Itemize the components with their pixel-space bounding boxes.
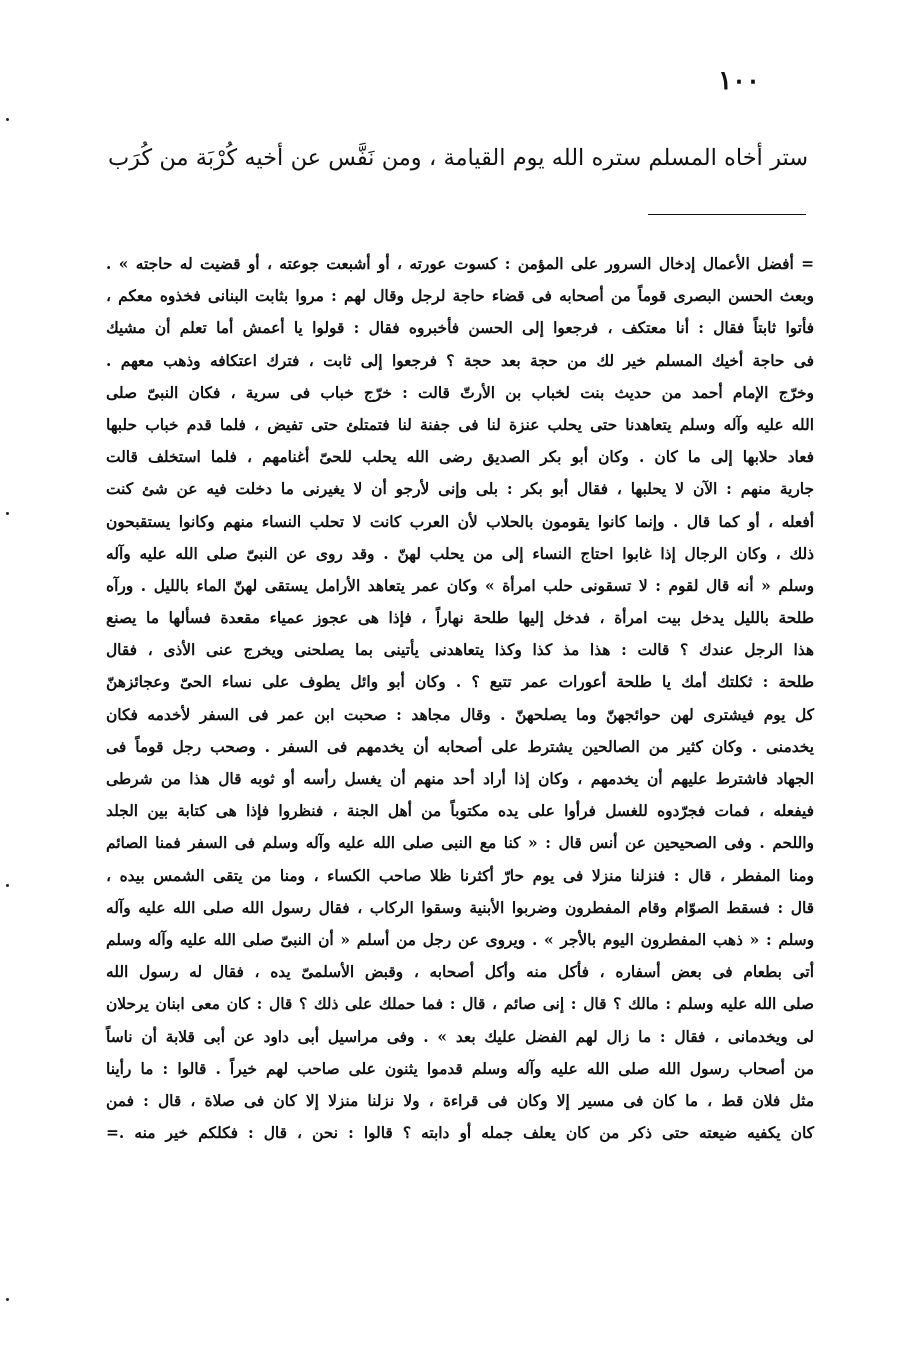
footnote-line: الله عليه وآله وسلم يتعاهدنا حتى يحلب عنزة لنا فى جفنة لنا فتمتلئ حتى تفيض ، فلما قدم خباب حلبها — [106, 415, 814, 434]
footnote-line: يخدمنى . وكان كثير من الصالحين يشترط على أصحابه أن يخدمهم فى السفر . وصحب رجل قوماً فى — [106, 737, 814, 756]
footnote-separator — [648, 214, 806, 215]
footnote-line: ومنا المفطر ، قال : فنزلنا منزلا فى يوم حارّ أكثرنا ظلا صاحب الكساء ، ومنا من يتقى الشمس بيده ، — [106, 866, 814, 885]
footnote-line: من أصحاب رسول الله صلى الله عليه وآله وسلم قدموا يثنون على صاحب لهم خيراً . قالوا : ما رأينا — [106, 1059, 814, 1078]
footnote-line: صلى الله عليه وسلم : مالك ؟ قال : إنى صائم ، قال : فما حملك على ذلك ؟ قال : كان معى ابنان يرحلان — [106, 995, 814, 1014]
footnote-line: قال : فسقط الصوّام وقام المفطرون وضربوا الأبنية وسقوا الركاب ، فقال رسول الله صلى الله عليه وآله — [106, 898, 814, 917]
footnote-line: فأتوا ثابتاً فقال : أنا معتكف ، فرجعوا إلى الحسن فأخبروه فقال : قولوا يا أعمش أما تعلم أن مشيك — [106, 319, 814, 338]
footnote-line: هذا الرجل عندك ؟ قالت : هذا مذ كذا وكذا يتعاهدنى يأتينى بما يصلحنى ويخرج عنى الأذى ، فقال — [106, 641, 814, 660]
footnote-line: أتى بطعام فى بعض أسفاره ، فأكل منه وأكل أصحابه ، وقبض الأسلمىّ يده ، فقال له رسول الله — [106, 963, 814, 982]
footnote-line: كان يكفيه ضيعته حتى ذكر من كان يعلف جمله أو دابته ؟ قالوا : نحن ، قال : فكلكم خير منه .= — [106, 1124, 814, 1143]
footnote-line: فى حاجة أخيك المسلم خير لك من حجة بعد حجة ؟ فرجعوا إلى ثابت ، فترك اعتكافه وذهب معهم . — [106, 351, 814, 370]
page-number: ١٠٠ — [718, 66, 760, 96]
margin-dot — [6, 884, 9, 887]
footnote-line: أفعله ، أو كما قال . وإنما كانوا يقومون بالحلاب لأن العرب كانت لا تحلب النساء منهم وكانوا يستقبحون — [106, 512, 814, 531]
footnote-line: كل يوم فيشترى لهن حوائجهنّ وما يصلحهنّ . وقال مجاهد : صحبت ابن عمر فى السفر لأخدمه فكان — [106, 705, 814, 724]
footnote-line: = أفضل الأعمال إدخال السرور على المؤمن : كسوت عورته ، أو أشبعت جوعته ، أو قضيت له حاجته » . — [106, 255, 814, 273]
margin-dot — [6, 118, 9, 121]
footnote-line: الجهاد فاشترط عليهم أن يخدمهم ، وكان إذا أراد أحد منهم أن يغسل رأسه أو ثوبه قال هذا من شرطى — [106, 770, 814, 788]
footnote-line: وسلم : « ذهب المفطرون اليوم بالأجر » . ويروى عن رجل من أسلم « أن النبىّ صلى الله عليه وآله وسلم — [106, 930, 814, 949]
footnote-line: وسلم « أنه قال لقوم : لا تسقونى حلب امرأة » وكان عمر يتعاهد الأرامل يستقى لهنّ الماء بالليل . ورآه — [106, 576, 814, 595]
main-text-line: ستر أخاه المسلم ستره الله يوم القيامة ، ومن نَفَّس عن أخيه كُرْبَة من كُرَب — [108, 145, 808, 171]
margin-dot — [6, 1298, 9, 1301]
footnote-line: واللحم . وفى الصحيحين عن أنس قال : « كنا مع النبى صلى الله عليه وآله وسلم فى السفر فمنا الصائم — [106, 834, 814, 853]
footnote-line: طلحة بالليل يدخل بيت امرأة ، فدخل إليها طلحة نهاراً ، فإذا هى عجوز عمياء مقعدة فسألها ما يصنع — [106, 609, 814, 628]
footnote-line: وخرّج الإمام أحمد من حديث بنت لخباب بن الأرتّ قالت : خرّج خباب فى سرية ، فكان النبىّ صلى — [106, 383, 814, 402]
footnote-line: فيفعله ، فمات فجرّدوه للغسل فرأوا على يده مكتوباً من أهل الجنة ، فنظروا فإذا هى كتابة بين الجلد — [106, 802, 814, 821]
footnote-line: جارية منهم : الآن لا يحلبها ، فقال أبو بكر : بلى وإنى لأرجو أن لا يغيرنى ما دخلت فيه عن شئ كنت — [106, 480, 814, 499]
margin-dot — [6, 512, 9, 515]
footnote-line: مثل فلان قط ، ما كان فى مسير إلا وكان فى قراءة ، ولا نزلنا منزلا إلا كان فى صلاة ، قال : فمن — [106, 1091, 814, 1110]
footnote-line: طلحة : ثكلتك أمك يا طلحة أعورات عمر تتبع ؟ . وكان أبو وائل يطوف على نساء الحىّ وعجائزهنّ — [106, 673, 814, 692]
footnote-line: لى ويخدمانى ، فقال : ما زال لهم الفضل عليك بعد » . وفى مراسيل أبى داود عن أبى قلابة أن ناساً — [106, 1027, 814, 1046]
footnote-line: ذلك ، وكان الرجال إذا غابوا احتاج النساء إلى من يحلب لهنّ . وقد روى عن النبىّ صلى الله عليه وآله — [106, 544, 814, 563]
footnote-line: فعاد حلابها إلى ما كان . وكان أبو بكر الصديق رضى الله يحلب للحىّ أغنامهم ، فلما استخلف قالت — [106, 448, 814, 467]
footnote-block — [106, 248, 814, 1149]
footnote-line: وبعث الحسن البصرى قوماً من أصحابه فى قضاء حاجة لرجل وقال لهم : مروا بثابت البنانى فخذوه معكم ، — [106, 287, 814, 306]
